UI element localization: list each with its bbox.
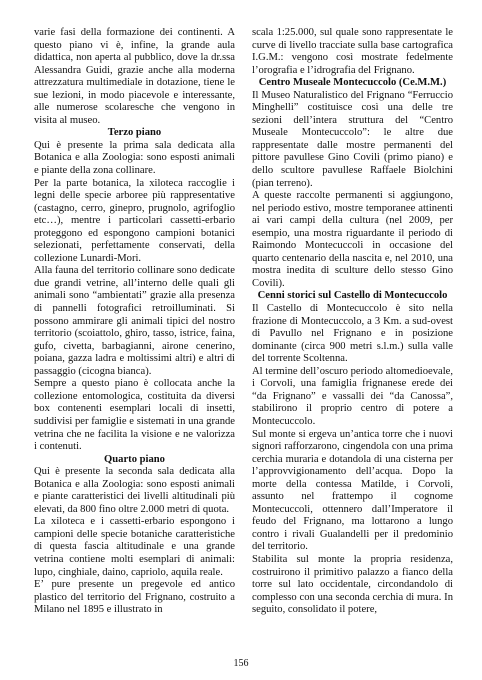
paragraph: Sul monte si ergeva un’antica torre che i nuovi signori rafforzarono, cingendola con una prima cerchia muraria e dotandola di una cisterna per l’approvvigionamento dell’acqua. Dopo la morte della contessa Matilde, i Corvoli, assunto nel frattempo il cognome Montecuccoli, ottennero dall’Imperatore il feudo del Frignano, ma lottarono a lungo contro i rivali Gualandelli per il predominio del territorio.: [252, 428, 453, 553]
page-number: 156: [233, 658, 249, 669]
paragraph: A queste raccolte permanenti si aggiungono, nel periodo estivo, mostre temporanee attinenti ai vari campi della cultura (nel 2009, per esempio, una mostra riguardante il periodo di Raimondo Montecuccoli in occasione del quarto centenario della nascita e, nel 2010, una mostra inedita di sculture dello stesso Gino Covili).: [252, 190, 453, 289]
paragraph: varie fasi della formazione dei continenti. A questo piano vi è, infine, la grande aula didattica, non aperta al pubblico, dove la dr.ssa Alessandra Guidi, grazie anche alla moderna attrezzatura multimediale in dotazione, tiene le sue lezioni, in modo piacevole e interessante, alle numerose scolaresche che vengono in visita al museo.: [34, 27, 235, 126]
paragraph: Sempre a questo piano è collocata anche la collezione entomologica, costituita da diversi box contenenti esemplari locali di insetti, suddivisi per famiglie e sistemati in una grande vetrina che ne facilita la visione e ne valorizza i contenuti.: [34, 378, 235, 453]
paragraph: La xiloteca e i cassetti-erbario espongono i campioni delle specie botaniche caratteristiche di questa fascia altitudinale e una grande vetrina contiene molti esemplari di animali: lupo, cinghiale, daino, capriolo, aquila reale.: [34, 516, 235, 578]
paragraph: Il Museo Naturalistico del Frignano “Ferruccio Minghelli” costituisce così una delle tre sezioni dell’intera struttura del “Centro Museale Montecuccolo”: le altre due rappresentate dalle mostre permanenti del pittore pavullese Gino Covili (primo piano) e dello scultore pavullese Raffaele Biolchini (pian terreno).: [252, 89, 453, 189]
paragraph: Per la parte botanica, la xiloteca raccoglie i legni delle specie arboree più rappresentative (castagno, cerro, ginepro, prugnolo, agrifoglio etc…), mentre i particolari cassetti-erbario proteggono ed espongono campioni botanici selezionati, perfettamente conservati, della collezione Lunardi-Mori.: [34, 177, 235, 264]
paragraph: Qui è presente la prima sala dedicata alla Botanica e alla Zoologia: sono esposti animali e piante della zona collinare.: [34, 139, 235, 177]
right-column: [252, 27, 453, 617]
paragraph: scala 1:25.000, sul quale sono rappresentate le curve di livello tracciate sulla base cartografica I.G.M.: vengono così mostrate fedelmente l’orografia e l’idrografia del Frignano.: [252, 27, 453, 76]
paragraph: E’ pure presente un pregevole ed antico plastico del territorio del Frignano, costruito a Milano nel 1895 e illustrato in: [34, 579, 235, 616]
section-heading: Cenni storici sul Castello di Montecuccolo: [257, 290, 448, 302]
left-column: [34, 27, 235, 617]
section-heading: Centro Museale Montecuccolo (Ce.M.M.): [258, 77, 447, 89]
section-heading: Terzo piano: [107, 127, 162, 139]
paragraph: Al termine dell’oscuro periodo altomedioevale, i Corvoli, una famiglia frignanese erede dei “da Frignano” e vassalli dei “da Canossa”, stabilirono il proprio centro di potere a Montecuccolo.: [252, 365, 453, 427]
paragraph: Il Castello di Montecuccolo è sito nella frazione di Montecuccolo, a 3 Km. a sud-ovest di Pavullo nel Frignano e in posizione dominante (circa 900 metri s.l.m.) sulla valle del torrente Scoltenna.: [252, 303, 453, 365]
paragraph: Stabilita sul monte la propria residenza, costruirono il primitivo palazzo a fianco della torre sul lato occidentale, circondandolo di complesso con una seconda cerchia di mura. In seguito, consolidato il potere,: [252, 553, 453, 616]
section-heading: Quarto piano: [104, 453, 165, 465]
paragraph: Qui è presente la seconda sala dedicata alla Botanica e alla Zoologia: sono esposti animali e piante caratteristici dei livelli altitudinali più elevati, da 800 fino oltre 2.000 metri di quota.: [34, 466, 235, 515]
paragraph: Alla fauna del territorio collinare sono dedicate due grandi vetrine, all’interno delle quali gli animali sono “ambientati” grazie alla presenza di pannelli fotografici retroilluminati. Si possono ammirare gli animali tipici del nostro territorio (scoiattolo, ghiro, tasso, istrice, faina, gufo, civetta, barbagianni, airone cenerino, poiana, gazza ladra e moltissimi altri) e altri di passaggio (cicogna bianca).: [34, 265, 235, 377]
